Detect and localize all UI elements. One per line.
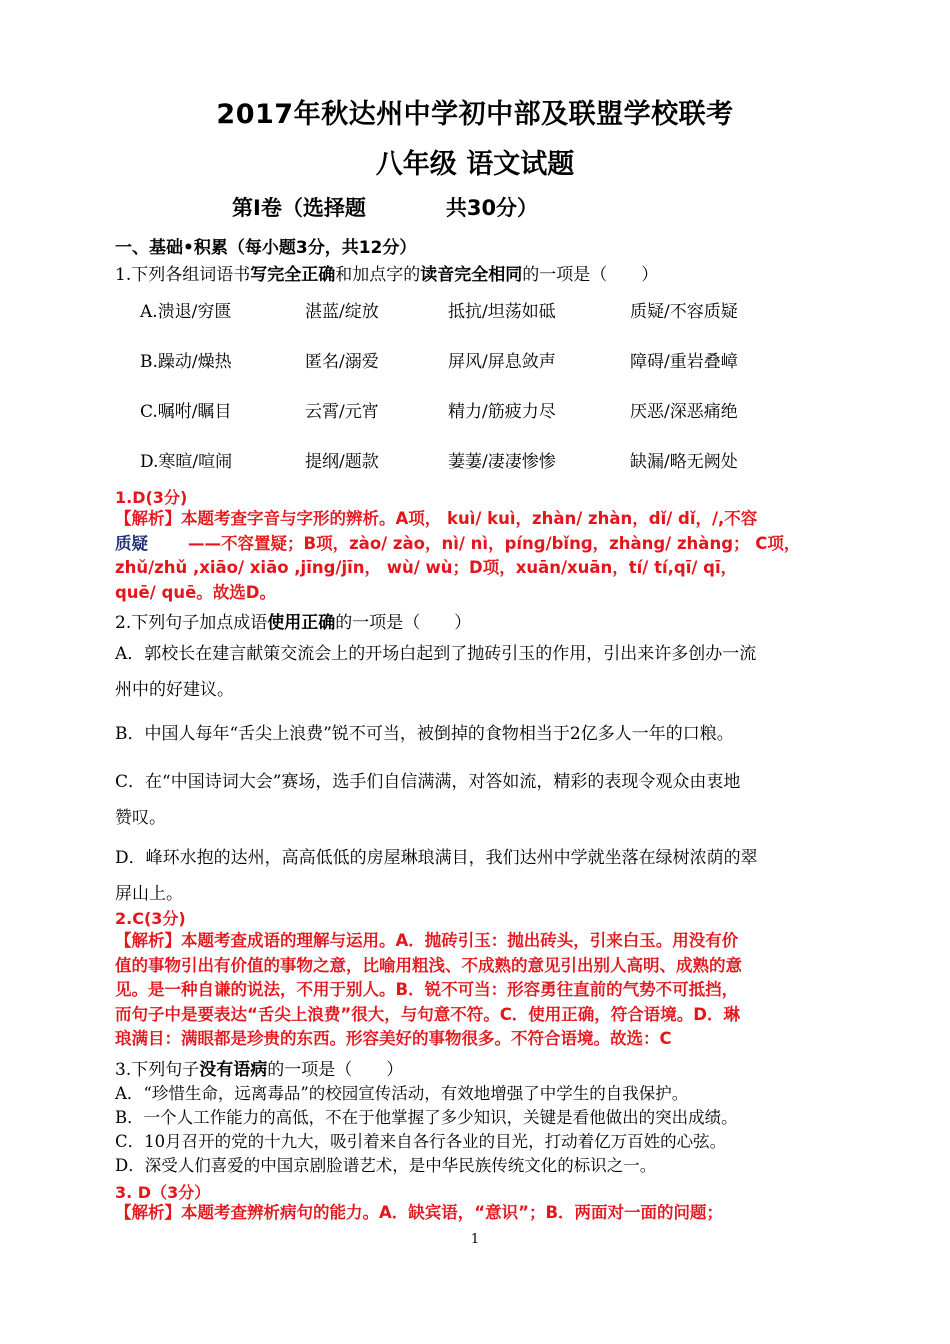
q3-option-a: A．“珍惜生命，远离毒品”的校园宣传活动，有效地增强了中学生的自我保护。	[115, 1084, 689, 1103]
q1-exp-line-4: quē/ quē。故选D。	[115, 582, 276, 602]
q1-exp-line-2-text: ——不容置疑；B项，zào/ zào，nì/ nì，pínɡ/bǐnɡ，zhàng/ zhàng； C项，	[188, 533, 801, 553]
q1-d-2: 提纲/题款	[305, 452, 379, 472]
q1-b-3: 屏风/屏息敛声	[448, 352, 556, 372]
q1-option-row-a	[140, 297, 840, 327]
q2-b-line-1: B．中国人每年“舌尖上浪费”锐不可当，被倒掉的食物相当于2亿多人一年的口粮。	[115, 724, 734, 744]
q1-bold2: 读音完全相同	[420, 265, 523, 285]
q2-exp-line-4: 而句子中是要表达“舌尖上浪费”很大，与句意不符。C．使用正确，符合语境。D．琳	[115, 1004, 740, 1024]
q2-option-b	[115, 716, 853, 752]
q1-a-2: 湛蓝/绽放	[305, 302, 379, 322]
q2-explanation	[115, 929, 853, 1052]
q3-option-d: D．深受人们喜爱的中国京剧脸谱艺术，是中华民族传统文化的标识之一。	[115, 1156, 657, 1175]
q1-c-2: 云霄/元宵	[305, 402, 379, 422]
q2-c-line-1: C．在“中国诗词大会”赛场，选手们自信满满，对答如流，精彩的表现令观众由衷地	[115, 772, 741, 792]
q3-explanation	[115, 1201, 853, 1226]
q2-option-c	[115, 764, 853, 836]
q2-a-line-1: A．郭校长在建言献策交流会上的开场白起到了抛砖引玉的作用，引出来许多创办一流	[115, 644, 757, 664]
q1-option-row-c	[140, 397, 840, 427]
q3-prefix: 3.下列句子	[115, 1060, 200, 1080]
q1-c-3: 精力/筋疲力尽	[448, 402, 556, 422]
q2-option-d	[115, 840, 853, 912]
q1-exp-line-3: zhǔ/zhǔ ,xiāo/ xiāo ,jīng/jīn， wù/ wù；D项，xuān/xuān，tí/ tí,qī/ qī，	[115, 558, 738, 577]
q1-option-row-d	[140, 447, 840, 477]
q2-exp-line-3: 见。是一种自谦的说法，不用于别人。B．锐不可当：形容勇往直前的气势不可抵挡，	[115, 980, 739, 999]
question-1-stem	[115, 260, 658, 285]
q2-option-a	[115, 636, 853, 708]
q2-suffix: 的一项是（ ）	[335, 613, 472, 633]
q1-answer: 1.D(3分)	[115, 488, 188, 507]
q1-a-4: 质疑/不容质疑	[630, 302, 738, 322]
q1-explanation	[115, 507, 853, 605]
question-3-stem	[115, 1055, 403, 1080]
q2-c-line-2: 赞叹。	[115, 808, 166, 828]
q1-exp-line-1: 【解析】本题考查字音与字形的辨析。A项， kuì/ kuì，zhàn/ zhàn，dǐ/ dǐ，/,不容	[115, 509, 758, 528]
q1-bold1: 写完全正确	[250, 265, 336, 285]
part-heading	[232, 192, 538, 222]
q1-a-1: A.溃退/穷匮	[140, 302, 232, 322]
q1-a-3: 抵抗/坦荡如砥	[448, 302, 556, 322]
q1-d-3: 萋萋/凄凄惨惨	[448, 452, 556, 472]
q3-answer: 3. D（3分）	[115, 1183, 211, 1202]
q1-prefix: 1.下列各组词语书	[115, 265, 251, 285]
part-heading-right: 共30分）	[445, 196, 539, 220]
section-heading: 一、基础•积累（每小题3分，共12分）	[115, 238, 417, 258]
q3-option-c: C．10月召开的党的十九大，吸引着来自各行各业的目光，打动着亿万百姓的心弦。	[115, 1132, 727, 1151]
q1-c-4: 厌恶/深恶痛绝	[630, 402, 738, 422]
question-2-stem	[115, 608, 471, 633]
q2-exp-line-2: 值的事物引出有价值的事物之意，比喻用粗浅、不成熟的意见引出别人高明、成熟的意	[115, 955, 742, 975]
q2-d-line-1: D．峰环水抱的达州，高高低低的房屋琳琅满目，我们达州中学就坐落在绿树浓荫的翠	[115, 848, 758, 868]
q1-mid: 和加点字的	[335, 265, 421, 285]
q2-prefix: 2.下列句子加点成语	[115, 613, 268, 633]
q3-option-b: B．一个人工作能力的高低，不在于他掌握了多少知识，关键是看他做出的突出成绩。	[115, 1108, 738, 1127]
q1-b-4: 障碍/重岩叠嶂	[630, 352, 738, 372]
q1-d-4: 缺漏/略无阙处	[630, 452, 738, 472]
q3-bold: 没有语病	[199, 1060, 268, 1080]
part-heading-left: 第Ⅰ卷（选择题	[232, 196, 366, 220]
q1-option-row-b	[140, 347, 840, 377]
q1-exp-dark-word: 质疑	[115, 533, 148, 553]
q3-exp-line-1: 【解析】本题考查辨析病句的能力。A．缺宾语，“意识”；B．两面对一面的问题；	[115, 1203, 724, 1222]
q1-d-1: D.寒暄/喧闹	[140, 452, 233, 472]
page-number: 1	[470, 1232, 480, 1247]
q2-exp-line-5: 琅满目：满眼都是珍贵的东西。形容美好的事物很多。不符合语境。故选：C	[115, 1029, 672, 1048]
q1-c-1: C.嘱咐/瞩目	[140, 402, 232, 422]
q1-suffix: 的一项是（ ）	[522, 265, 659, 285]
q1-exp-line-2	[115, 532, 853, 557]
q2-bold: 使用正确	[267, 613, 336, 633]
q2-a-line-2: 州中的好建议。	[115, 680, 234, 700]
exam-subtitle: 八年级 语文试题	[375, 149, 575, 180]
q1-b-2: 匿名/溺爱	[305, 352, 379, 372]
exam-title: 2017年秋达州中学初中部及联盟学校联考	[216, 99, 734, 130]
q2-d-line-2: 屏山上。	[115, 884, 183, 904]
q3-suffix: 的一项是（ ）	[267, 1060, 404, 1080]
q1-b-1: B.躁动/燥热	[140, 352, 232, 372]
q2-exp-line-1: 【解析】本题考查成语的理解与运用。A．抛砖引玉：抛出砖头，引来白玉。用没有价	[115, 931, 739, 950]
q2-answer: 2.C(3分)	[115, 909, 186, 928]
